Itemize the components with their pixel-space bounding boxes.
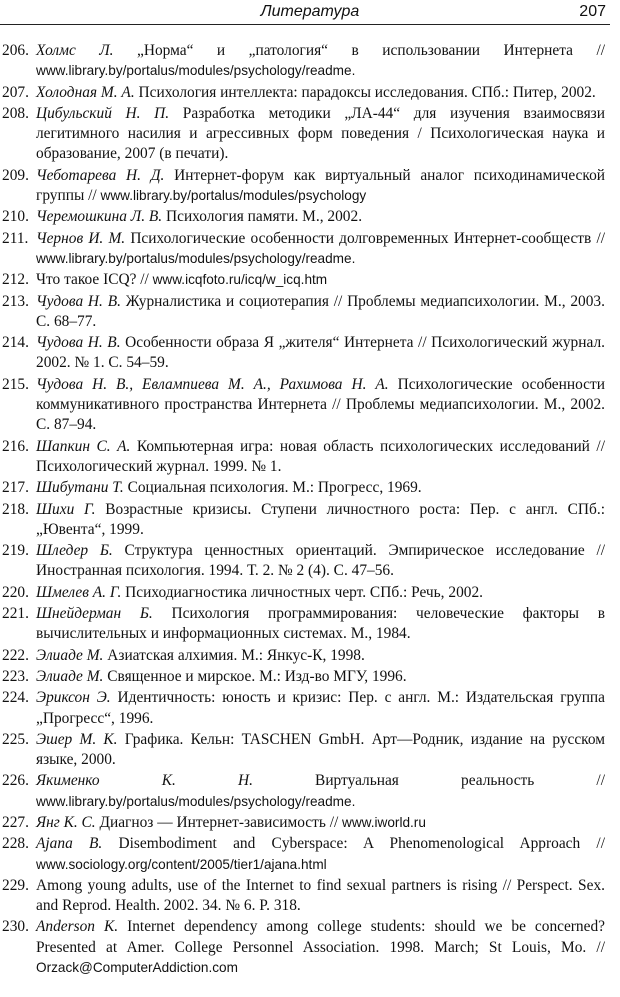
entry-number: 209. xyxy=(2,166,29,184)
reference-entry xyxy=(0,730,605,771)
entry-author: Якименко К. Н. xyxy=(36,772,253,790)
entry-number: 217. xyxy=(2,479,29,497)
entry-author: Шихи Г. xyxy=(36,500,96,518)
reference-entry xyxy=(0,583,605,603)
entry-number: 223. xyxy=(2,667,29,685)
entry-number: 226. xyxy=(2,772,29,790)
entry-number: 212. xyxy=(2,271,29,289)
entry-text: Disembodiment and Cyberspace: A Phenomenological Approach // xyxy=(102,835,605,853)
entry-url: www.library.by/portalus/modules/psychology/readme. xyxy=(36,63,356,79)
entry-number: 213. xyxy=(2,292,29,310)
entry-author: Чудова Н. В., Евлампиева М. А., Рахимова Н. А. xyxy=(36,375,389,393)
entry-text: Что такое ICQ? // xyxy=(36,271,149,289)
entry-text: Диагноз — Интернет-зависимость // xyxy=(95,813,339,831)
entry-number: 229. xyxy=(2,876,29,894)
entry-author: Элиаде М. xyxy=(36,646,104,664)
reference-entry xyxy=(0,667,605,687)
reference-entry xyxy=(0,834,605,875)
entry-author: Чудова Н. В. xyxy=(36,292,121,310)
entry-author: Шмелев А. Г. xyxy=(36,583,122,601)
entry-url: www.iworld.ru xyxy=(338,814,426,830)
entry-text: Графика. Кельн: TASCHEN GmbH. Арт—Родник, издание на русском языке, 2000. xyxy=(36,730,606,769)
entry-url: Orzack@ComputerAddiction.com xyxy=(36,960,238,976)
entry-number: 219. xyxy=(2,542,29,560)
entry-text: Социальная психология. М.: Прогресс, 1969. xyxy=(123,479,422,497)
entry-number: 207. xyxy=(2,83,29,101)
entry-number: 214. xyxy=(2,334,29,352)
reference-entry xyxy=(0,604,605,645)
entry-text: Особенности образа Я „жителя“ Интернета // Психологический журнал. 2002. № 1. С. 54–59. xyxy=(36,334,605,372)
entry-number: 222. xyxy=(2,646,29,664)
reference-entry xyxy=(0,83,605,103)
entry-text: „Норма“ и „патология“ в использовании Интернета // xyxy=(113,42,605,59)
entry-number: 216. xyxy=(2,437,29,455)
reference-entry xyxy=(0,292,605,333)
entry-author: Шапкин С. А. xyxy=(36,437,131,455)
entry-author: Черемошкина Л. В. xyxy=(36,208,163,226)
entry-author: Ajana B. xyxy=(36,835,103,853)
entry-number: 224. xyxy=(2,689,29,707)
entry-text: Идентичность: юность и кризис: Пер. с англ. М.: Издательская группа „Прогресс“, 1996. xyxy=(36,689,605,727)
entry-text: Разработка методики „ЛА-44“ для изучения взаимосвязи легитимного насилия и агрессивных форм поведения / Психологическая наука и образование, 2007 (в печати). xyxy=(36,104,605,163)
running-title: Литература xyxy=(260,3,360,20)
entry-url: www.icqfoto.ru/icq/w_icq.htm xyxy=(148,272,328,288)
entry-author: Цибульский Н. П. xyxy=(36,104,170,122)
entry-text: Психодиагностика личностных черт. СПб.: Речь, 2002. xyxy=(121,583,484,601)
entry-text: Психология программирования: человеческие факторы в вычислительных и информационных системах. М., 1984. xyxy=(36,605,606,643)
reference-entry xyxy=(0,646,605,666)
entry-url: www.library.by/portalus/modules/psychology/readme. xyxy=(36,250,356,266)
entry-text: Психология памяти. М., 2002. xyxy=(162,208,363,226)
entry-text: Журналистика и социотерапия // Проблемы медиапсихологии. М., 2003. С. 68–77. xyxy=(36,292,605,330)
reference-entry xyxy=(0,270,605,290)
entry-author: Шибутани Т. xyxy=(36,479,124,497)
entry-author: Элиаде М. xyxy=(36,667,104,685)
entry-author: Anderson K. xyxy=(36,918,119,936)
entry-number: 215. xyxy=(2,375,29,393)
entry-author: Чернов И. М. xyxy=(36,229,126,247)
entry-number: 218. xyxy=(2,500,29,518)
entry-text: Возрастные кризисы. Ступени личностного роста: Пер. с англ. СПб.: „Ювента“, 1999. xyxy=(36,500,606,538)
entry-author: Холодная М. А. xyxy=(36,83,135,101)
reference-entry xyxy=(0,229,605,270)
entry-author: Эриксон Э. xyxy=(36,689,111,707)
entry-text: Among young adults, use of the Internet to find sexual partners is rising // Perspect. Sex. and Reprod. Health. 2002. 34. № 6. P. 318. xyxy=(36,876,605,915)
entry-text: Виртуальная реальность // xyxy=(252,772,605,790)
entry-text: Священное и мирское. М.: Изд-во МГУ, 1996. xyxy=(103,667,407,685)
entry-text: Психология интеллекта: парадоксы исследования. СПб.: Питер, 2002. xyxy=(134,83,596,101)
reference-entry xyxy=(0,688,605,729)
running-header xyxy=(0,0,620,30)
header-rule xyxy=(0,24,610,25)
entry-text: Компьютерная игра: новая область психологических исследований // Психологический журнал. 1999. № 1. xyxy=(36,437,605,475)
entry-url: www.library.by/portalus/modules/psychology/readme. xyxy=(36,793,356,809)
entry-number: 230. xyxy=(2,918,29,936)
reference-entry xyxy=(0,333,605,374)
entry-author: Чеботарева Н. Д. xyxy=(36,166,165,184)
reference-entry xyxy=(0,104,605,165)
reference-list xyxy=(0,41,605,979)
entry-number: 221. xyxy=(2,605,29,623)
reference-entry xyxy=(0,500,605,541)
reference-entry xyxy=(0,917,605,978)
reference-entry xyxy=(0,876,605,917)
entry-url: www.library.by/portalus/modules/psychology xyxy=(96,188,367,204)
entry-number: 227. xyxy=(2,813,29,831)
entry-text: Психологические особенности коммуникативного пространства Интернета // Проблемы медиапсихологии. М., 2002. С. 87–94. xyxy=(36,375,605,434)
entry-url: www.sociology.org/content/2005/tier1/ajana.html xyxy=(36,856,327,872)
reference-entry xyxy=(0,375,605,436)
entry-author: Эшер М. К. xyxy=(36,730,118,748)
entry-author: Янг К. С. xyxy=(36,813,96,831)
entry-number: 208. xyxy=(2,104,29,122)
reference-entry xyxy=(0,437,605,478)
reference-entry xyxy=(0,207,605,227)
entry-text: Азиатская алхимия. М.: Янкус-К, 1998. xyxy=(103,646,365,664)
entry-number: 206. xyxy=(2,42,29,59)
reference-entry xyxy=(0,541,605,582)
reference-entry xyxy=(0,166,605,207)
entry-number: 211. xyxy=(2,229,29,247)
entry-text: Структура ценностных ориентаций. Эмпирическое исследование // Иностранная психология. 1994. Т. 2. № 2 (4). С. 47–56. xyxy=(36,542,605,580)
entry-author: Шнейдерман Б. xyxy=(36,605,153,623)
entry-number: 210. xyxy=(2,208,29,226)
entry-number: 220. xyxy=(2,583,29,601)
reference-entry xyxy=(0,41,605,82)
entry-author: Холмс Л. xyxy=(36,42,114,59)
entry-author: Шледер Б. xyxy=(36,542,113,560)
entry-text: Психологические особенности долговременных Интернет-сообществ // xyxy=(125,229,606,247)
entry-number: 228. xyxy=(2,835,29,853)
entry-author: Чудова Н. В. xyxy=(36,334,121,352)
entry-text: Интернет-форум как виртуальный аналог психодинамической группы // xyxy=(36,166,605,205)
entry-text: Internet dependency among college students: should we be concerned? Presented at Amer. College Personnel Association. 1998. March; St Louis, Mo. // xyxy=(36,918,605,956)
reference-entry xyxy=(0,813,605,833)
page-number: 207 xyxy=(579,3,606,20)
reference-entry xyxy=(0,478,605,498)
entry-number: 225. xyxy=(2,730,29,748)
reference-entry xyxy=(0,771,605,812)
